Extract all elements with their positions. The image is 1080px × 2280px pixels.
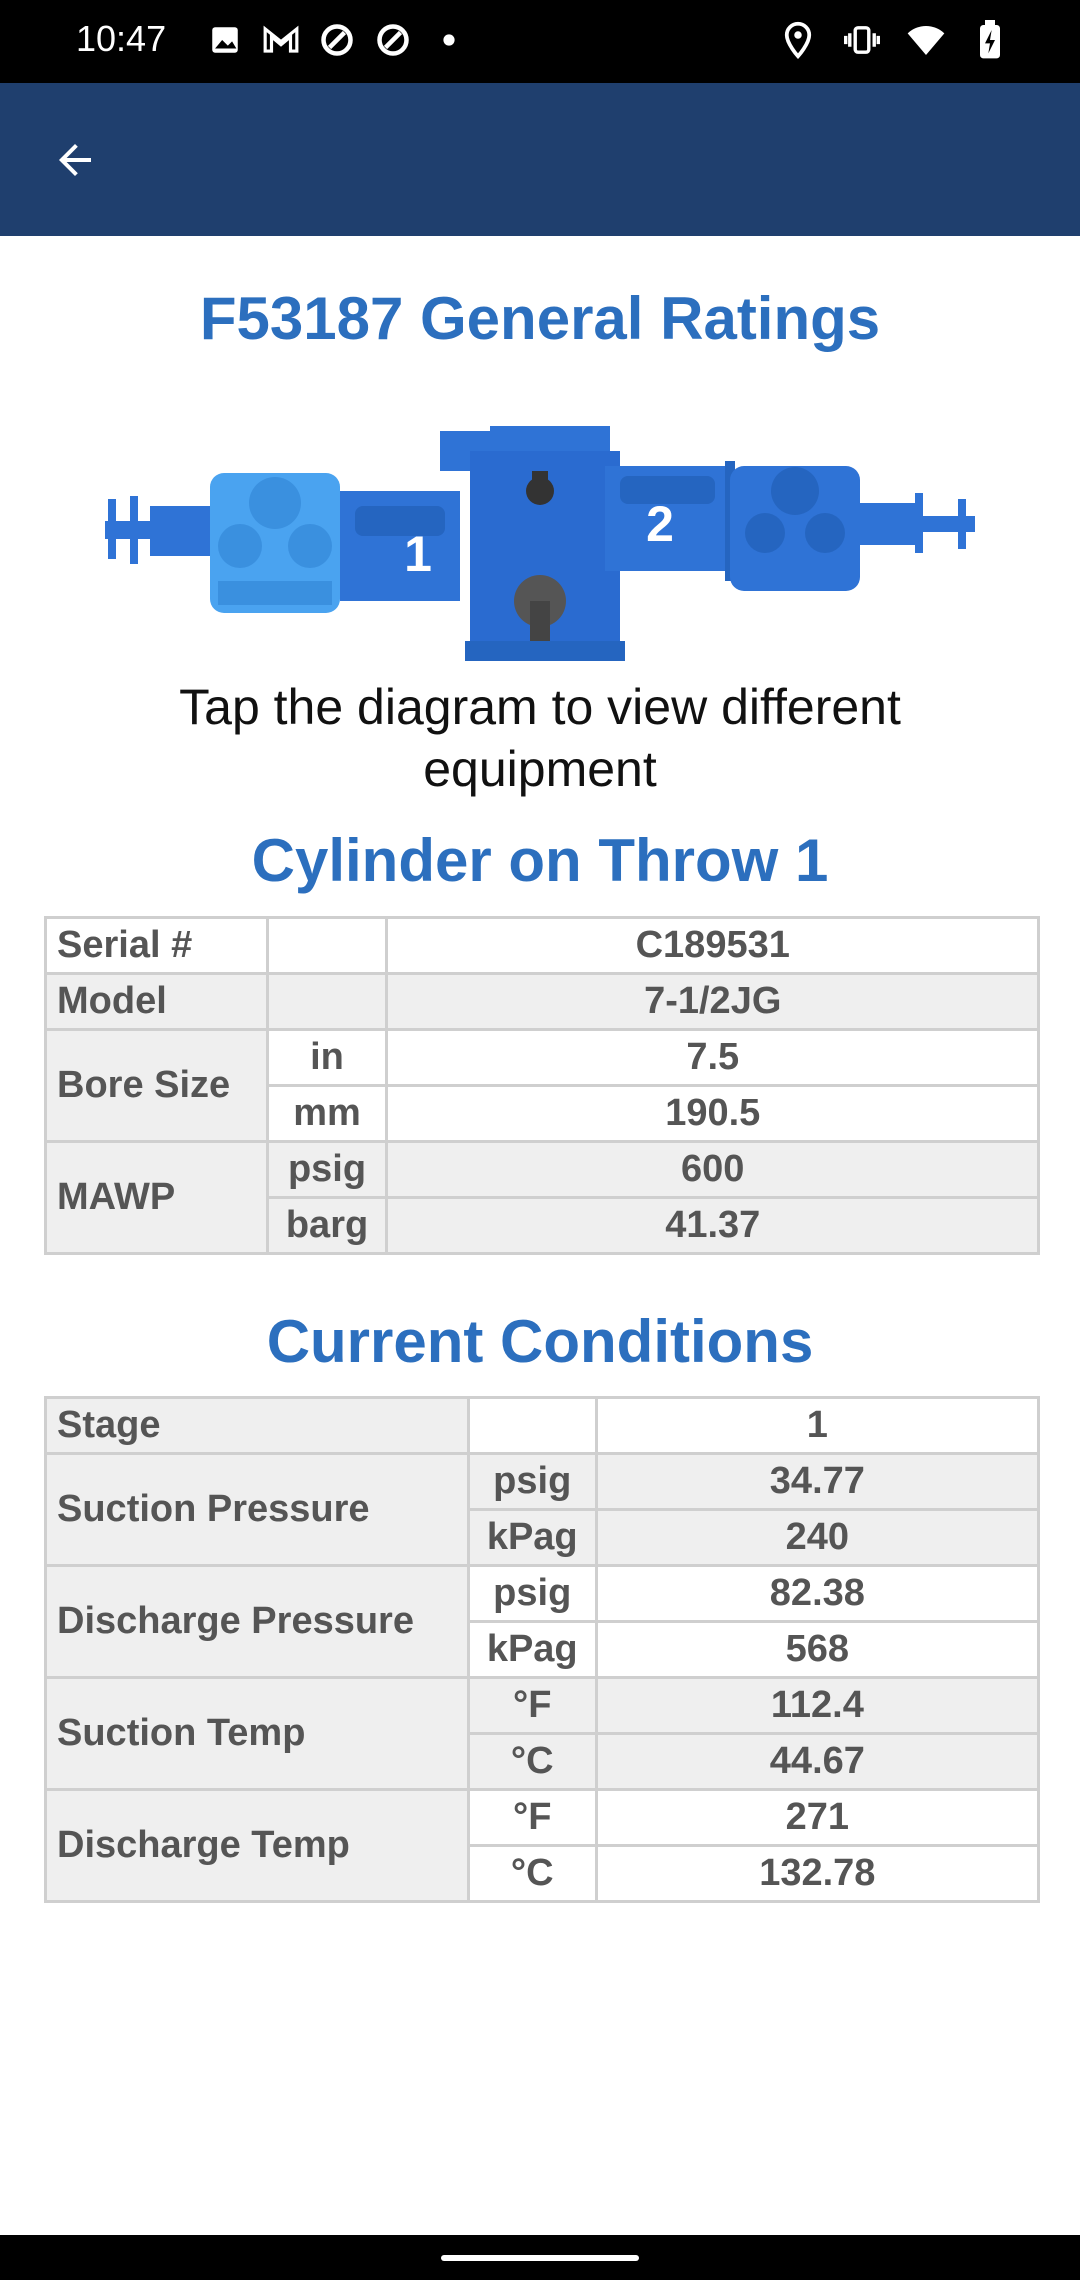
table-cell-value: 132.78 [596, 1846, 1038, 1902]
notification-icons [205, 20, 469, 60]
conditions-table [44, 1396, 1040, 1903]
system-icons [778, 20, 1010, 60]
table-cell-unit: psig [468, 1454, 596, 1510]
wifi-icon [906, 20, 946, 60]
table-cell-value: C189531 [387, 918, 1039, 974]
table-row [46, 1030, 1039, 1086]
table-cell-unit: mm [267, 1086, 387, 1142]
table-cell-value: 7.5 [387, 1030, 1039, 1086]
table-cell-unit: kPag [468, 1622, 596, 1678]
app-bar [0, 83, 1080, 236]
table-cell-value: 1 [596, 1398, 1038, 1454]
dot-icon [429, 20, 469, 60]
table-row [46, 1454, 1039, 1510]
image-icon [205, 20, 245, 60]
throw-2-label: 2 [646, 496, 674, 552]
status-bar [0, 0, 1080, 83]
table-cell-label: Suction Temp [46, 1678, 469, 1790]
table-cell-label: Discharge Temp [46, 1790, 469, 1902]
cylinder-table [44, 916, 1040, 1255]
table-cell-unit: barg [267, 1198, 387, 1254]
home-gesture-handle[interactable] [441, 2255, 639, 2261]
conditions-section-title: Current Conditions [266, 1308, 814, 1375]
table-cell-value: 568 [596, 1622, 1038, 1678]
cylinder-throw-1[interactable] [105, 473, 460, 613]
table-cell-unit [267, 918, 387, 974]
table-cell-label: MAWP [46, 1142, 268, 1254]
table-cell-unit [267, 974, 387, 1030]
sync-icon [317, 20, 357, 60]
table-cell-unit: in [267, 1030, 387, 1086]
table-cell-value: 44.67 [596, 1734, 1038, 1790]
table-cell-label: Discharge Pressure [46, 1566, 469, 1678]
vibrate-icon [842, 20, 882, 60]
table-cell-unit: °C [468, 1734, 596, 1790]
table-cell-label: Stage [46, 1398, 469, 1454]
tap-diagram-hint: Tap the diagram to view different equipment [179, 679, 901, 797]
table-cell-value: 240 [596, 1510, 1038, 1566]
table-cell-unit: °F [468, 1790, 596, 1846]
arrow-left-icon [51, 136, 99, 184]
table-cell-unit [468, 1398, 596, 1454]
table-row [46, 1566, 1039, 1622]
table-row [46, 1398, 1039, 1454]
table-cell-unit: psig [468, 1566, 596, 1622]
table-cell-unit: °C [468, 1846, 596, 1902]
table-cell-value: 34.77 [596, 1454, 1038, 1510]
table-row [46, 1790, 1039, 1846]
throw-1-label: 1 [404, 526, 432, 582]
table-cell-unit: psig [267, 1142, 387, 1198]
table-cell-value: 600 [387, 1142, 1039, 1198]
table-cell-value: 271 [596, 1790, 1038, 1846]
table-cell-label: Bore Size [46, 1030, 268, 1142]
cylinder-section-title: Cylinder on Throw 1 [251, 827, 829, 894]
table-cell-label: Serial # [46, 918, 268, 974]
gmail-icon [261, 20, 301, 60]
table-cell-unit: °F [468, 1678, 596, 1734]
table-cell-label: Model [46, 974, 268, 1030]
status-time: 10:47 [76, 18, 167, 59]
table-row [46, 918, 1039, 974]
table-cell-value: 82.38 [596, 1566, 1038, 1622]
table-cell-value: 41.37 [387, 1198, 1039, 1254]
cylinder-throw-2[interactable] [605, 461, 975, 591]
compressor-diagram[interactable] [100, 411, 980, 661]
table-row [46, 1142, 1039, 1198]
navigation-bar [0, 2235, 1080, 2280]
location-icon [778, 20, 818, 60]
sync-icon [373, 20, 413, 60]
page-title: F53187 General Ratings [199, 285, 881, 352]
table-cell-unit: kPag [468, 1510, 596, 1566]
table-cell-value: 190.5 [387, 1086, 1039, 1142]
battery-charging-icon [970, 20, 1010, 60]
table-row [46, 974, 1039, 1030]
table-row [46, 1678, 1039, 1734]
back-button[interactable] [38, 123, 112, 197]
compressor-frame[interactable] [440, 426, 625, 661]
table-cell-value: 112.4 [596, 1678, 1038, 1734]
table-cell-label: Suction Pressure [46, 1454, 469, 1566]
table-cell-value: 7-1/2JG [387, 974, 1039, 1030]
